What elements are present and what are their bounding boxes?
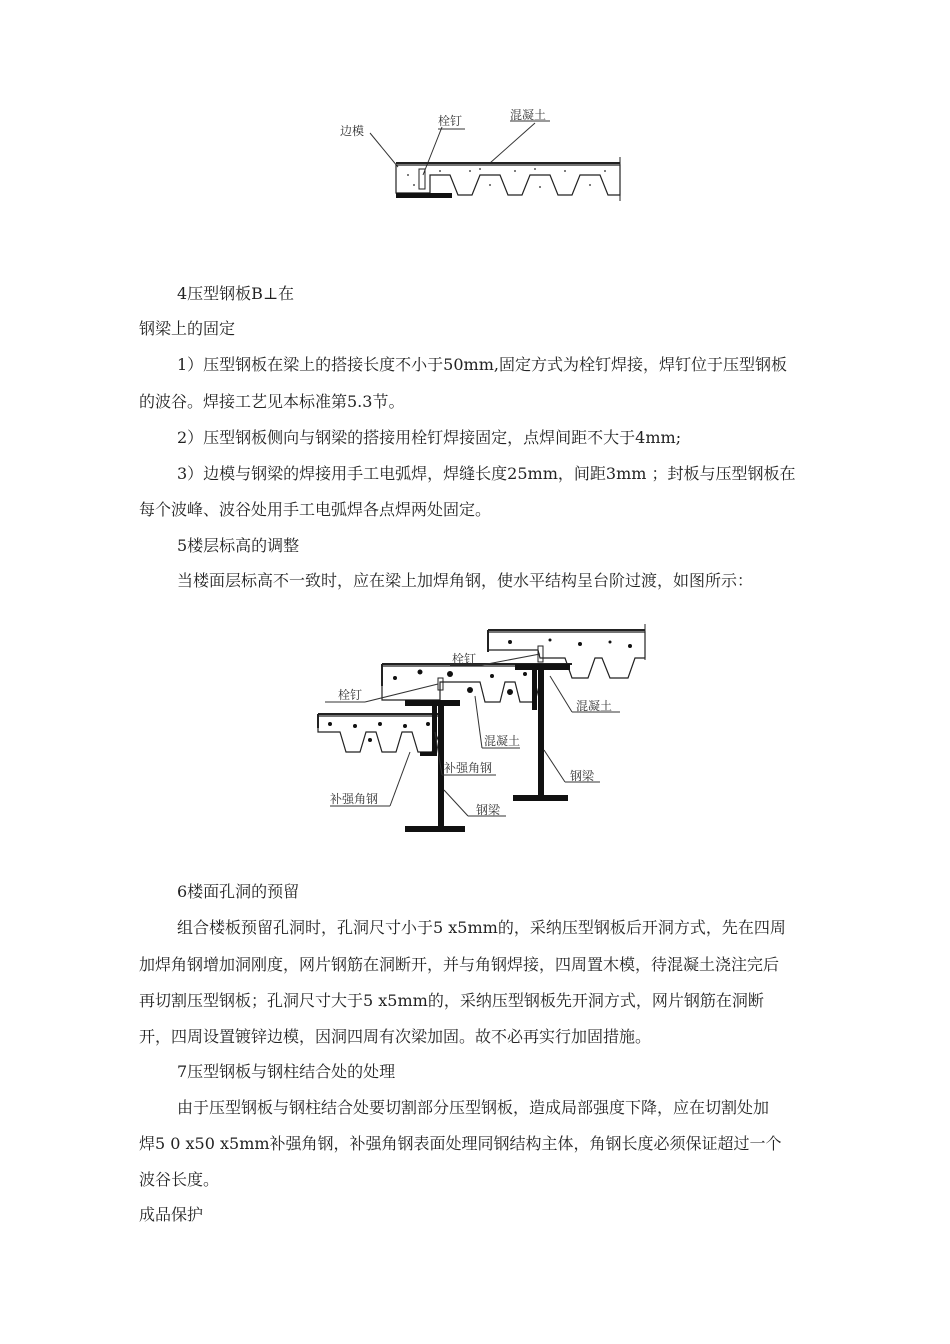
section5-para: 当楼面层标高不一致时，应在梁上加焊角钢，使水平结构呈台阶过渡，如图所示： [177,571,754,590]
section7-line1: 由于压型钢板与钢柱结合处要切割部分压型钢板，造成局部强度下降，应在切割处加 [177,1098,770,1117]
label-concrete-mid: 混凝土 [484,734,521,748]
section7-line3: 波谷长度。 [139,1170,220,1189]
label-concrete: 混凝土 [510,108,547,122]
section4-item3-line1: 3）边模与钢梁的焊接用手工电弧焊，焊缝长度25mm，间距3mm ；封板与压型钢板在 [177,464,796,483]
label-stud-top: 栓钉 [452,652,477,666]
section6-line1: 组合楼板预留孔洞时，孔洞尺寸小于5 x5mm的，采纳压型钢板后开洞方式，先在四周 [177,918,786,937]
label-angle-left: 补强角钢 [330,792,379,806]
label-angle-mid: 补强角钢 [444,761,493,775]
section4-item1-line1: 1）压型钢板在梁上的搭接长度不小于50mm,固定方式为栓钉焊接，焊钉位于压型钢板 [177,355,787,374]
label-concrete-right: 混凝土 [576,699,613,713]
section7-heading: 7压型钢板与钢柱结合处的处理 [177,1062,396,1081]
section4-heading: 4压型钢板В⊥在 [177,284,294,303]
section7-line2: 焊5 0 x50 x5mm补强角钢，补强角钢表面处理同钢结构主体，角钢长度必须保证超过一个 [139,1134,782,1153]
label-stud: 栓钉 [438,114,463,128]
section6-heading: 6楼面孔洞的预留 [177,882,300,901]
label-stud-left: 栓钉 [338,688,363,702]
section4-heading-cont: 钢梁上的固定 [139,319,236,338]
label-beam-right: 钢梁 [570,769,595,783]
section6-line2: 加焊角钢增加洞刚度，网片钢筋在洞断开，并与角钢焊接，四周置木模，待混凝土浇注完后 [139,955,780,974]
figure-stepped-floor-detail [310,620,655,840]
section4-item2: 2）压型钢板侧向与钢梁的搭接用栓钉焊接固定，点焊间距不大于4mm; [177,428,682,447]
section6-line3: 再切割压型钢板；孔洞尺寸大于5 x5mm的，采纳压型钢板先开洞方式，网片钢筋在洞断 [139,991,764,1010]
label-beam-left: 钢梁 [476,803,501,817]
figure-edge-form-detail [330,105,630,215]
section4-item3-line2: 每个波峰、波谷处用手工电弧焊各点焊两处固定。 [139,500,492,519]
section8-heading: 成品保护 [139,1205,204,1224]
section6-line4: 开，四周设置镀锌边模，因洞四周有次梁加固。故不必再实行加固措施。 [139,1027,652,1046]
section4-item1-line2: 的波谷。焊接工艺见本标准第5.3节。 [139,392,405,411]
section5-heading: 5楼层标高的调整 [177,536,300,555]
label-side-form: 边模 [340,124,365,138]
